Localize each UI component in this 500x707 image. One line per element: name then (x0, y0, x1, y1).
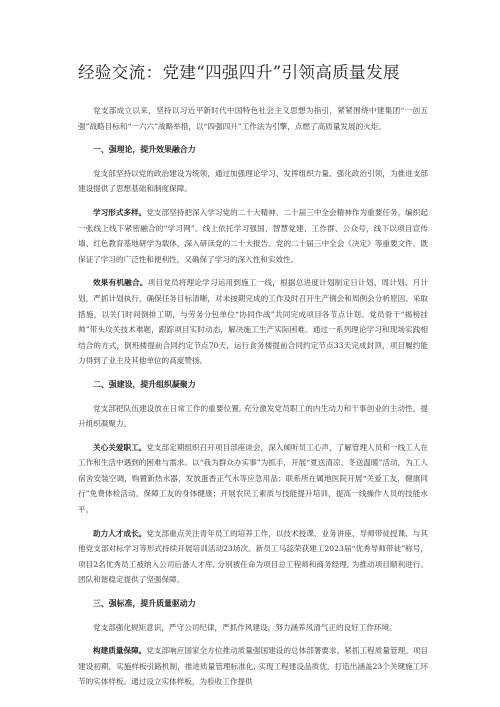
body-paragraph (78, 401, 428, 432)
body-paragraph (78, 643, 428, 690)
paragraph-text: 项目党员将理论学习运用到施工一线，根据总进度计划制定日计划、周计划、月计划，严抓计划执行，确保任务目标清晰，对未按期完成的工作及时召开生产例会和周例会分析原因、采取措施，以关门时间倒排工期，与劳务分包单位“协同作战”共同完成项目各节点计划。党员骨干“揭榜挂帅”带头攻关技术难题，跟踪项目实时动态，解决施工生产实际困难。通过一系列理论学习和现场实践相结合的方式，倒班楼提前合同约定节点70天、运行食务楼提前合同约定节点33天完成封顶，项目履约能力得到了业主及其他单位的高度赞扬。 (78, 278, 429, 366)
intro-paragraph: 党支部成立以来，坚持以习近平新时代中国特色社会主义思想为指引，紧紧围绕中建集团“一创五强”战略目标和“一六六”战略举措，以“四强四升”工作法为引擎，点燃了高质量发展的火炬。 (78, 106, 428, 131)
paragraph-lead: 助力人才成长。 (93, 528, 147, 538)
paragraph-text: 党支部把队伍建设放在日常工作的重要位置, 充分激发党员职工的内生动力和干事创业的主动性，提升组织凝聚力。 (78, 403, 428, 429)
paragraph-text: 党支部重点关注青年员工的培养工作，以技术授课、业务讲座、导师带徒授课、与其他党支部对标学习等形式持续开展培训活动23场次。新员工马蕊荣获建工2023届“优秀导师带徒”称号，项目2名优秀员工被纳入公司后备人才库, 分别被任命为项目总工程师和商务经理, 为推动项目顺利进行、团队和谐稳定提供了坚强保障。 (78, 528, 429, 585)
paragraph-text: 党支部坚持以党的政治建设为统领，通过加强理论学习、发挥组织力量、强化政治引领，为推进支部建设提供了思想基础和制度保障。 (78, 168, 428, 194)
paragraph-lead: 关心关爱职工。 (93, 442, 147, 452)
section-heading: 一、强理论，提升效果融合力 (93, 145, 196, 155)
section-heading: 二、强建设，提升组织凝聚力 (93, 379, 196, 389)
body-paragraph (78, 275, 428, 369)
section-heading: 三、强标准，提升质量驱动力 (93, 599, 196, 609)
paragraph-text: 党支部强化规矩意识，严守公司纪律，严抓作风建设，努力涵养风清气正的良好工作环境。 (93, 622, 397, 632)
paragraph-text: 党支部响应国家全方位推动质量强国建设的总体部署要求，紧抓工程质量管理。项目建设初期，实施样板引路机制，推进质量管理标准化, 实现工程建设品质优，打造出涵盖23个关键施工环节的实体样板。通过设立实体样板，为验收工作提供 (78, 646, 429, 687)
paragraph-lead: 效果有机融合。 (93, 278, 148, 288)
paragraph-text: 党支部坚持把深入学习党的二十大精神、二十届三中全会精神作为重要任务，编织起一张线上线下紧密融合的“学习网”。线上依托学习强国、智慧党建、工作群、公众号，线下以项目宣传墙、红色教育基地研学为载体，深入研读党的二十大报告、党的二十届三中全会《决定》等重要文件，既保证了学习的广泛性和便利性，又确保了学习的深入性和实效性。 (78, 207, 429, 264)
body-paragraph (78, 620, 428, 636)
body-paragraph (78, 166, 428, 197)
body-paragraph (78, 440, 428, 518)
paragraph-lead: 构建质量保障。 (93, 646, 147, 656)
body-paragraph (78, 205, 428, 267)
document-title: 经验交流：党建“四强四升”引领高质量发展 (78, 63, 400, 82)
paragraph-text: 党支部定期组织召开项目部座谈会，深入倾听员工心声，了解管理人员和一线工人在工作和生活中遇到的困难与需求。以“我为群众办实事”为抓手，开展“夏送清凉、冬送温暖”活动，为工人宿舍安装空调，购置新热水器，发放蛋香正气水等应急用品；联系所在属地医院开展“关爱工友，健康同行”免费体检活动，保障工友的身体健康；开展农民工素质与技能提升培训，提高一线操作人员的技能水平。 (78, 442, 429, 515)
paragraph-lead: 学习形式多样。 (93, 207, 147, 217)
body-paragraph (78, 526, 428, 588)
